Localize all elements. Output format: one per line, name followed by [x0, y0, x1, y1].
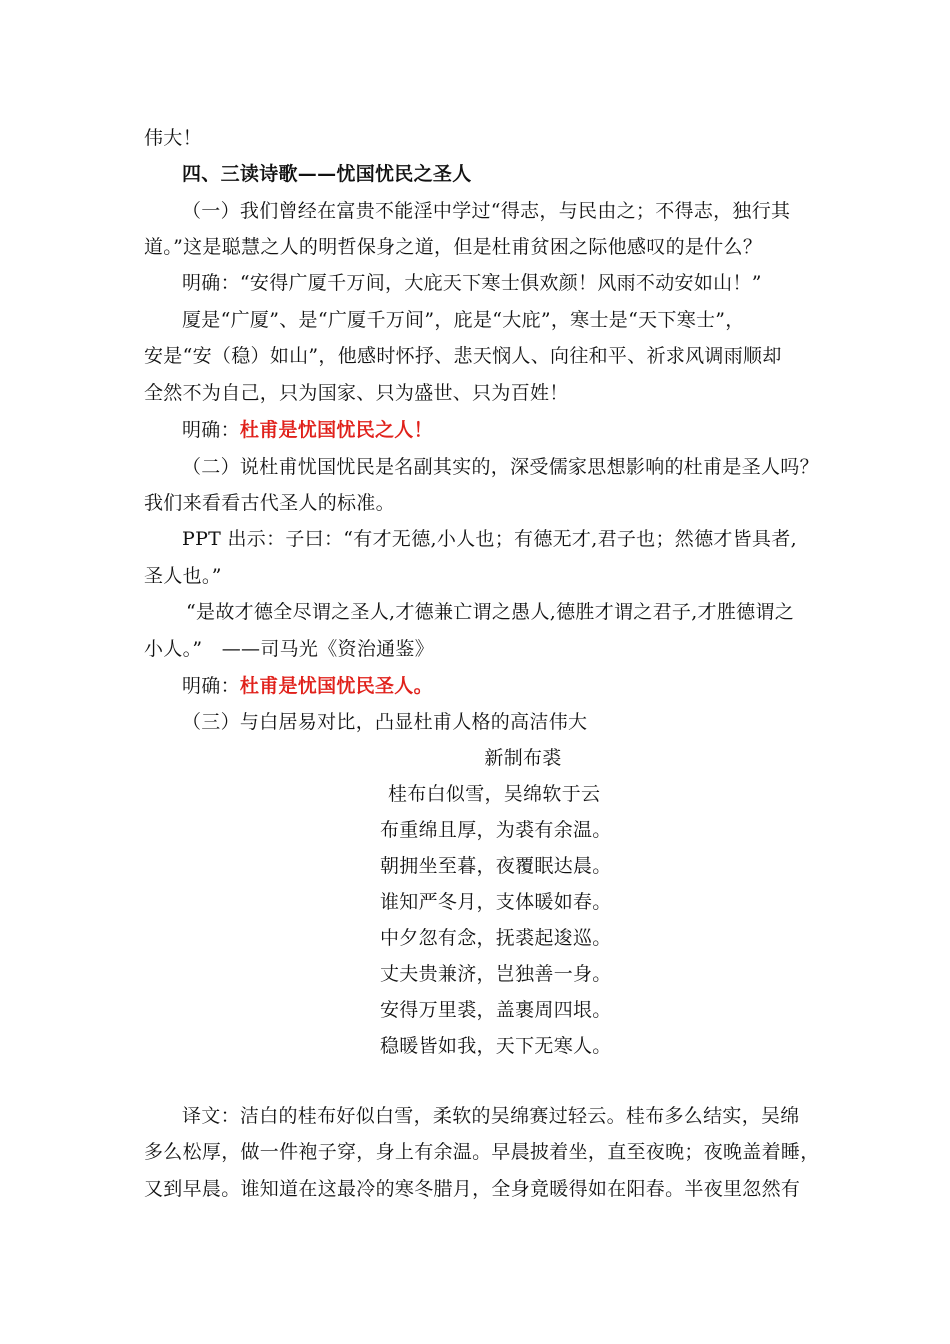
- answer-three: [182, 674, 433, 698]
- translation-line2: 多么松厚，做一件袍子穿，身上有余温。早晨披着坐，直至夜晚；夜晚盖着睡，: [144, 1141, 820, 1163]
- question-one-line2: 道。”这是聪慧之人的明哲保身之道，但是杜甫贫困之际他感叹的是什么？: [144, 236, 763, 258]
- answer-two: [182, 418, 433, 442]
- paragraph-end-text: 伟大！: [144, 127, 202, 149]
- poem-line: 桂布白似雪，吴绵软于云: [388, 783, 601, 805]
- explanation-line1: 厦是“广厦”、是“广厦千万间”，庇是“大庇”，寒士是“天下寒士”，: [182, 309, 745, 331]
- explanation-line3: 全然不为自己，只为国家、只为盛世、只为百姓！: [144, 382, 569, 404]
- poem-line: 谁知严冬月，支体暖如春。: [380, 891, 612, 913]
- answer-three-prefix: 明确：: [182, 675, 240, 697]
- poem-line: 稳暖皆如我，天下无寒人。: [380, 1035, 612, 1057]
- poem-line: 布重绵且厚，为裘有余温。: [380, 819, 612, 841]
- explanation-line2: 安是“安（稳）如山”，他感时怀抒、悲天悯人、向往和平、祈求风调雨顺却: [144, 345, 782, 367]
- poem-line: 丈夫贵兼济，岂独善一身。: [380, 963, 612, 985]
- answer-two-prefix: 明确：: [182, 419, 240, 441]
- translation-line3: 又到早晨。谁知道在这最冷的寒冬腊月，全身竟暖得如在阳春。半夜里忽然有: [144, 1178, 801, 1200]
- section-heading: 四、三读诗歌——忧国忧民之圣人: [182, 163, 472, 185]
- question-two-line1: （二）说杜甫忧国忧民是名副其实的，深受儒家思想影响的杜甫是圣人吗？: [182, 456, 819, 478]
- ppt-quote-line1: PPT 出示：子曰：“有才无德,小人也；有德无才,君子也；然德才皆具者,: [182, 528, 797, 550]
- translation-line1: 译文：洁白的桂布好似白雪，柔软的吴绵赛过轻云。桂布多么结实，吴绵: [182, 1105, 800, 1127]
- answer-one: 明确：“安得广厦千万间，大庇天下寒士俱欢颜！风雨不动安如山！”: [182, 272, 762, 294]
- poem-line: 朝拥坐至暮，夜覆眠达晨。: [380, 855, 612, 877]
- poem-line: 中夕忽有念，抚裘起逡巡。: [380, 927, 612, 949]
- poem-line: 安得万里裘，盖裹周四垠。: [380, 999, 612, 1021]
- poem-title: 新制布裘: [484, 747, 562, 769]
- question-three: （三）与白居易对比，凸显杜甫人格的高洁伟大: [182, 711, 588, 733]
- answer-three-emphasis: 杜甫是忧国忧民圣人。: [239, 675, 433, 697]
- question-two-line2: 我们来看看古代圣人的标准。: [144, 492, 395, 514]
- ppt-quote-line2: 圣人也。”: [144, 565, 222, 587]
- sima-quote-line1: “是故才德全尽谓之圣人,才德兼亡谓之愚人,德胜才谓之君子,才胜德谓之: [186, 601, 795, 623]
- question-one-line1: （一）我们曾经在富贵不能淫中学过“得志，与民由之；不得志，独行其: [182, 200, 791, 222]
- sima-quote-line2: 小人。” ——司马光《资治通鉴》: [144, 638, 435, 660]
- answer-two-emphasis: 杜甫是忧国忧民之人！: [239, 419, 433, 441]
